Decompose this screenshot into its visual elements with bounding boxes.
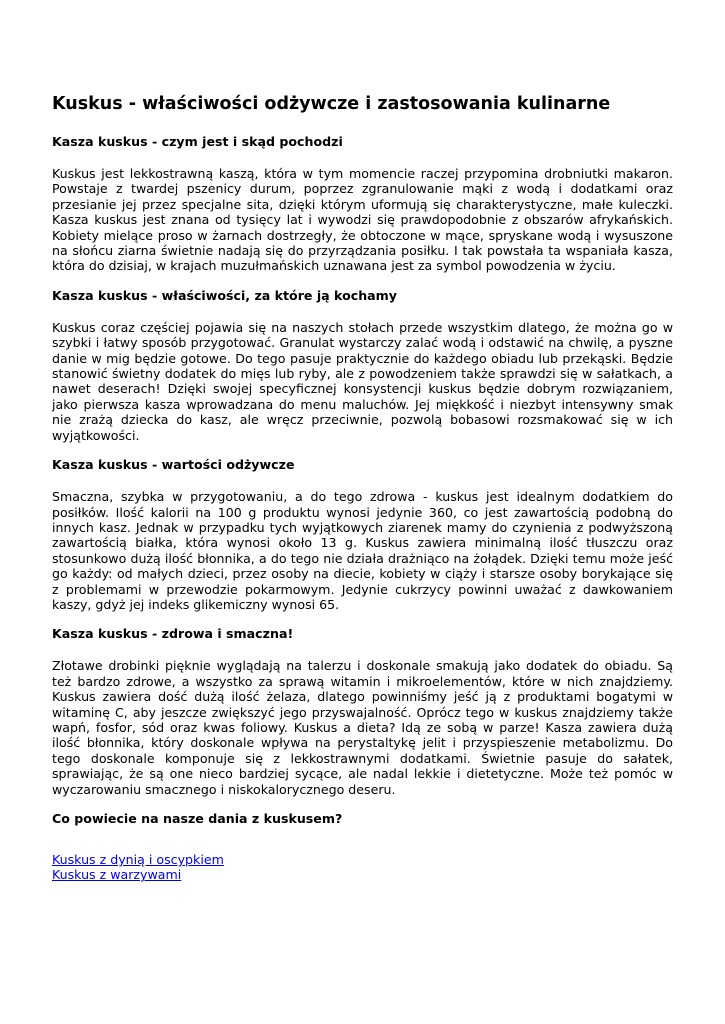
section-paragraph-origin: Kuskus jest lekkostrawną kaszą, która w tym momencie raczej przypomina drobniutki makaron. Powstaje z twardej pszenicy durum, poprzez zgranulowanie mąki z wodą i dodatkami oraz przesianie jej przez specjalne sita, dzięki którym uformują się charakterystyczne, małe kuleczki. Kasza kuskus jest znana od tysięcy lat i wywodzi się prawdopodobnie z obszarów afrykańskich. Kobiety mielące proso w żarnach dostrzegły, że obtoczone w mące, spryskane wodą i wysuszone na słońcu ziarna świetnie nadają się do przyrządzania posiłku. I tak powstała ta wspaniała kasza, która do dzisiaj, w krajach muzułmańskich uznawana jest za symbol powodzenia w życiu. [52,166,673,274]
section-paragraph-properties: Kuskus coraz częściej pojawia się na naszych stołach przede wszystkim dlatego, że można go w szybki i łatwy sposób przygotować. Granulat wystarczy zalać wodą i odstawić na chwilę, a pyszne danie w mig będzie gotowe. Do tego pasuje praktycznie do każdego obiadu lub przekąski. Będzie stanowić świetny dodatek do mięs lub ryby, ale z powodzeniem także sprawdzi się w sałatkach, a nawet deserach! Dzięki swojej specyficznej konsystencji kuskus będzie dobrym rozwiązaniem, jako pierwsza kasza wprowadzana do menu maluchów. Jej miękkość i niezbyt intensywny smak nie zrażą dziecka do kasz, ale wręcz przeciwnie, pozwolą bobasowi rozsmakować się w ich wyjątkowości. [52,319,673,443]
section-heading-origin: Kasza kuskus - czym jest i skąd pochodzi [52,134,343,149]
section-paragraph-nutrition: Smaczna, szybka w przygotowaniu, a do tego zdrowa - kuskus jest idealnym dodatkiem do posiłków. Ilość kalorii na 100 g produktu wynosi jedynie 360, co jest zawartością podobną do innych kasz. Jednak w przypadku tych wyjątkowych ziarenek mamy do czynienia z podwyższoną zawartością białka, która wynosi około 13 g. Kuskus zawiera minimalną ilość tłuszczu oraz stosunkowo dużą ilość błonnika, a do tego nie działa drażniąco na żołądek. Dzięki temu może jeść go każdy: od małych dzieci, przez osoby na diecie, kobiety w ciąży i starsze osoby borykające się z problemami w przewodzie pokarmowym. Jedynie cukrzycy powinni uważać z dawkowaniem kaszy, gdyż jej indeks glikemiczny wynosi 65. [52,489,673,612]
recipe-links [52,852,673,883]
section-heading-healthy: Kasza kuskus - zdrowa i smaczna! [52,626,294,642]
question-heading: Co powiecie na nasze dania z kuskusem? [52,811,343,826]
page-title: Kuskus - właściwości odżywcze i zastosowania kulinarne [52,94,611,114]
link-kuskus-dynia[interactable]: Kuskus z dynią i oscypkiem [52,852,224,867]
section-heading-nutrition: Kasza kuskus - wartości odżywcze [52,457,295,473]
link-kuskus-warzywa[interactable]: Kuskus z warzywami [52,867,182,883]
section-heading-properties: Kasza kuskus - właściwości, za które ją kochamy [52,287,397,303]
section-paragraph-healthy: Złotawe drobinki pięknie wyglądają na talerzu i doskonale smakują jako dodatek do obiadu. Są też bardzo zdrowe, a wszystko za sprawą witamin i mikroelementów, które w nich znajdziemy. Kuskus zawiera dość dużą ilość żelaza, dlatego powinniśmy jeść ją z produktami bogatymi w witaminę C, aby jeszcze zwiększyć jego przyswajalność. Oprócz tego w kuskus znajdziemy także wapń, fosfor, sód oraz kwas foliowy. Kuskus a dieta? Idą ze sobą w parze! Kasza zawiera dużą ilość błonnika, który doskonale wpływa na perystaltykę jelit i przyspieszenie metabolizmu. Do tego doskonale komponuje się z lekkostrawnymi dodatkami. Świetnie pasuje do sałatek, sprawiając, że są one nieco bardziej sycące, ale nadal lekkie i dietetyczne. Może też pomóc w wyczarowaniu smacznego i niskokalorycznego deseru. [52,658,673,797]
